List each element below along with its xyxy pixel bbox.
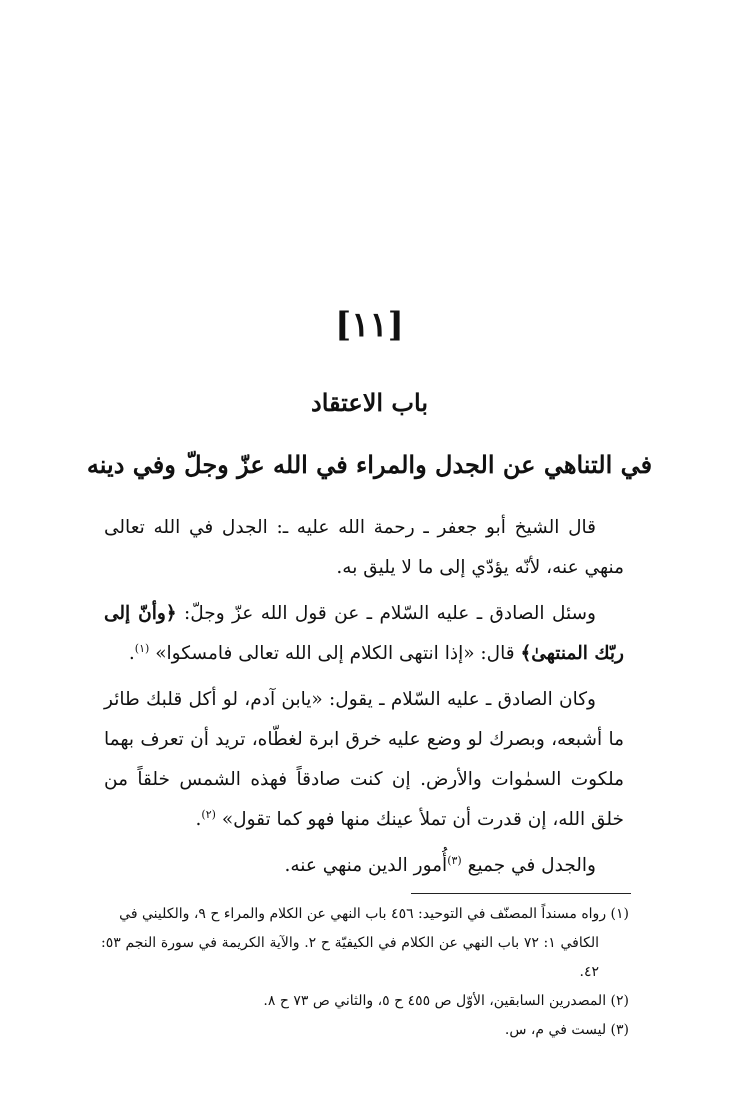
paragraph-4-before: والجدل في جميع — [461, 855, 596, 876]
footnote-1: (١) رواه مسنداً المصنّف في التوحيد: ٤٥٦ باب النهي عن الكلام والمراء ح ٩، والكليني في — [119, 906, 629, 922]
quran-verse: ﴿وأنّ إلى ربّك المنتهىٰ﴾ — [104, 603, 624, 664]
paragraph-1 — [104, 508, 624, 588]
body-text — [104, 508, 624, 892]
paragraph-3-end: . — [195, 809, 202, 830]
chapter-number: [١١] — [335, 305, 404, 345]
footnote-divider — [411, 893, 631, 894]
paragraph-2-before: وسئل الصادق ـ عليه السّلام ـ عن قول الله عزّ وجلّ: — [176, 603, 596, 624]
paragraph-3 — [104, 680, 624, 840]
footnote-1-continued: الكافي ١: ٧٢ باب النهي عن الكلام في الكيفيّة ح ٢. والآية الكريمة في سورة النجم ٥٣: ٤٢. — [101, 935, 600, 980]
paragraph-4 — [104, 846, 624, 886]
footnote-2: (٢) المصدرين السابقين، الأوّل ص ٤٥٥ ح ٥، والثاني ص ٧٣ ح ٨. — [263, 993, 629, 1009]
footnote-ref-1[interactable]: (١) — [134, 641, 150, 655]
footnotes — [101, 900, 629, 1045]
footnote-ref-2[interactable]: (٢) — [201, 807, 216, 821]
footnote-3: (٣) ليست في م، س. — [504, 1022, 629, 1038]
footnote-ref-3[interactable]: (٣) — [447, 853, 462, 867]
paragraph-2-after: قال: «إذا انتهى الكلام إلى الله تعالى فامسكوا» — [155, 643, 521, 664]
paragraph-1-text: قال الشيخ أبو جعفر ـ رحمة الله عليه ـ: الجدل في الله تعالى منهي عنه، لأنّه يؤدّي إلى ما لا يليق به. — [104, 517, 624, 578]
paragraph-2 — [104, 594, 624, 674]
section-subtitle: في التناهي عن الجدل والمراء في الله عزّ وجلّ وفي دينه — [86, 450, 653, 479]
section-title: باب الاعتقاد — [311, 388, 428, 417]
paragraph-3-text: وكان الصادق ـ عليه السّلام ـ يقول: «يابن آدم، لو أكل قلبك طائر ما أشبعه، وبصرك لو وضع عليه خرق ابرة لغطّاه، تريد أن تعرف بهما ملكوت السمٰوات والأرض. إن كنت صادقاً فهذه الشمس خلقاً من خلق الله، إن قدرت أن تملأ عينك منها فهو كما تقول» — [104, 689, 624, 830]
paragraph-4-after: أُمور الدين منهي عنه. — [284, 855, 448, 876]
paragraph-2-end: . — [128, 643, 135, 664]
